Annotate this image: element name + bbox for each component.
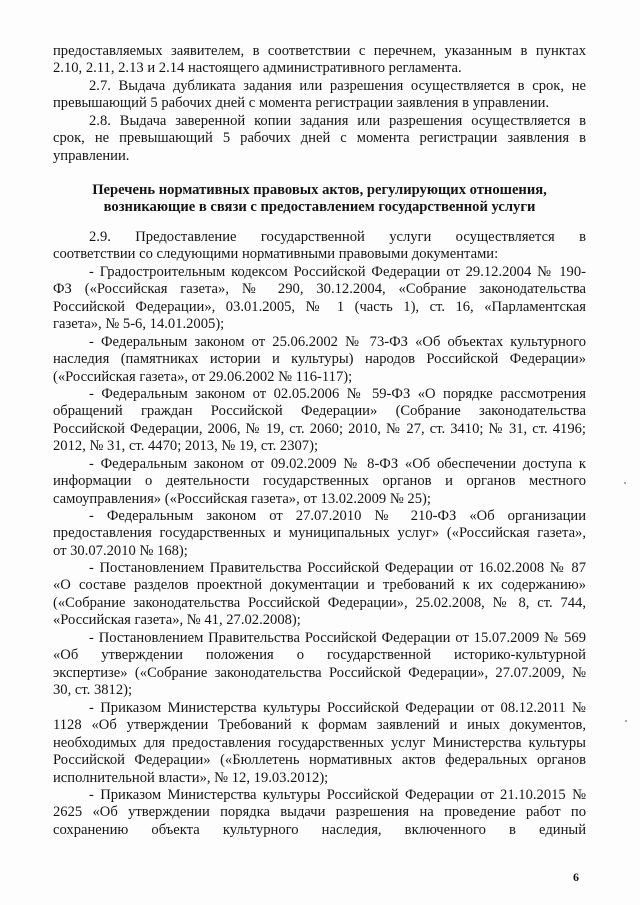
- list-item-8-fz: [53, 456, 586, 508]
- text-line: предоставляемых заявителем, в соответствии с перечнем, указанным в пунктах: [53, 43, 586, 59]
- list-item-postanovlenie-87: [53, 560, 586, 630]
- text-line: 2012, № 31, ст. 4470; 2013, № 19, ст. 2307);: [53, 438, 318, 455]
- paragraph-intro: [53, 43, 586, 78]
- page-number: 6: [573, 870, 579, 884]
- text-line: от 30.07.2010 № 168);: [53, 542, 188, 559]
- text-line: превышающий 5 рабочих дней с момента регистрации заявления в управлении.: [53, 95, 550, 112]
- text-line: - Федеральным законом от 25.06.2002 № 73-ФЗ «Об объектах культурного: [89, 334, 586, 350]
- text-line: исполнительной власти», № 12, 19.03.2012);: [53, 769, 329, 786]
- text-line: ФЗ («Российская газета», № 290, 30.12.2004, «Собрание законодательства: [53, 281, 586, 298]
- section-heading: [53, 182, 586, 217]
- text-line: информации о деятельности государственных органов и органов местного: [53, 473, 586, 490]
- text-line: необходимых для предоставления государственных услуг Министерства культуры: [53, 734, 586, 751]
- text-line: экспертизе» («Собрание законодательства Российской Федерации», 27.07.2009, №: [53, 664, 586, 681]
- text-line: управлении.: [53, 147, 130, 164]
- list-item-postanovlenie-569: [53, 630, 586, 700]
- list-item-210-fz: [53, 508, 586, 560]
- text-line: («Российская газета», от 29.06.2002 № 116-117);: [53, 368, 353, 385]
- heading-line: Перечень нормативных правовых актов, регулирующих отношения,: [92, 182, 547, 198]
- text-line: 30, ст. 3812);: [53, 682, 133, 699]
- text-line: газета», № 5-6, 14.01.2005);: [53, 316, 225, 333]
- scan-speck: [624, 482, 626, 484]
- list-item-73-fz: [53, 334, 586, 386]
- text-line: - Федеральным законом от 27.07.2010 № 210-ФЗ «Об организации: [89, 508, 586, 524]
- text-line: («Собрание законодательства Российской Федерации», 25.02.2008, № 8, ст. 744,: [53, 594, 586, 611]
- list-item-prikaz-2625: [53, 787, 586, 839]
- text-line: - Федеральным законом от 09.02.2009 № 8-ФЗ «Об обеспечении доступа к: [89, 456, 586, 472]
- text-line: 2.10, 2.11, 2.13 и 2.14 настоящего административного регламента.: [53, 60, 462, 77]
- list-item-prikaz-1128: [53, 700, 586, 787]
- text-line: наследия (памятниках истории и культуры) народов Российской Федерации»: [53, 351, 586, 368]
- text-line: предоставления государственных и муниципальных услуг» («Российская газета»,: [53, 525, 586, 542]
- paragraph-2-7: [53, 78, 586, 113]
- text-line: Российской Федерации, 2006, № 19, ст. 2060; 2010, № 27, ст. 3410; № 31, ст. 4196;: [53, 420, 586, 437]
- text-line: Российской Федерации», 03.01.2005, № 1 (часть 1), ст. 16, «Парламентская: [53, 298, 586, 315]
- text-line: - Постановлением Правительства Российской Федерации от 16.02.2008 № 87: [89, 560, 586, 576]
- heading-line: возникающие в связи с предоставлением государственной услуги: [103, 199, 536, 216]
- text-line: 2.8. Выдача заверенной копии задания или разрешения осуществляется в: [89, 113, 586, 129]
- list-item-gradostroitelny-kodeks: [53, 264, 586, 334]
- text-line: «О составе разделов проектной документации и требований к их содержанию»: [53, 577, 586, 594]
- text-line: - Постановлением Правительства Российской Федерации от 15.07.2009 № 569: [89, 630, 586, 646]
- text-line: 2.9. Предоставление государственной услуги осуществляется в: [89, 229, 586, 245]
- text-line: Российской Федерации» («Бюллетень нормативных актов федеральных органов: [53, 752, 586, 769]
- text-line: «Об утверждении положения о государственной историко-культурной: [53, 647, 586, 664]
- text-line: - Приказом Министерства культуры Российской Федерации от 08.12.2011 №: [89, 700, 586, 716]
- text-line: 1128 «Об утверждении Требований к формам заявлений и иных документов,: [53, 717, 586, 734]
- text-line: соответствии со следующими нормативными правовыми документами:: [53, 246, 499, 263]
- list-item-59-fz: [53, 386, 586, 456]
- text-line: - Приказом Министерства культуры Российской Федерации от 21.10.2015 №: [89, 787, 586, 803]
- text-line: - Федеральным законом от 02.05.2006 № 59-ФЗ «О порядке рассмотрения: [89, 386, 586, 402]
- text-line: сохранению объекта культурного наследия, включенного в единый: [53, 821, 586, 838]
- text-line: «Российская газета», № 41, 27.02.2008);: [53, 612, 301, 629]
- scan-speck: [625, 720, 627, 722]
- text-line: - Градостроительным кодексом Российской Федерации от 29.12.2004 № 190-: [89, 264, 586, 280]
- text-line: 2625 «Об утверждении порядка выдачи разрешения на проведение работ по: [53, 804, 586, 821]
- paragraph-2-9: [53, 229, 586, 264]
- paragraph-2-8: [53, 113, 586, 165]
- text-line: срок, не превышающий 5 рабочих дней с момента регистрации заявления в: [53, 130, 586, 147]
- text-line: самоуправления» («Российская газета», от 13.02.2009 № 25);: [53, 490, 431, 507]
- text-line: обращений граждан Российской Федерации» (Собрание законодательства: [53, 403, 586, 420]
- text-line: 2.7. Выдача дубликата задания или разрешения осуществляется в срок, не: [89, 78, 586, 94]
